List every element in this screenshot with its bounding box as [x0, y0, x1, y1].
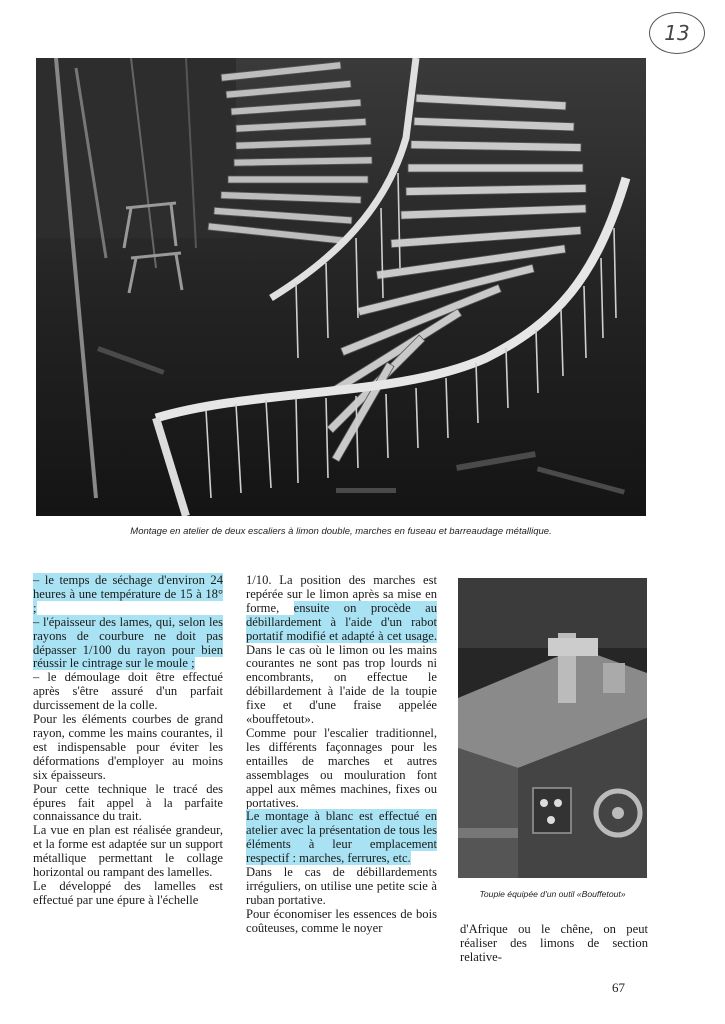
col3-para-1: d'Afrique ou le chêne, on peut réaliser des limons de section relative- — [460, 922, 648, 964]
col1-para-2 — [33, 616, 223, 672]
col2-para-3 — [246, 810, 437, 866]
spindle-moulder-photo — [458, 578, 647, 878]
col1-para-6: La vue en plan est réalisée grandeur, et la forme est adaptée sur un support métallique permettant le collage horizontal ou rampant des lamelles. — [33, 823, 223, 880]
handwritten-page-number: 13 — [649, 12, 705, 54]
side-photo-caption: Toupie équipée d'un outil «Bouffetout» — [479, 889, 626, 899]
col1-para-3: – le démoulage doit être effectué après s'être assuré d'un parfait durcissement de la colle. — [33, 670, 223, 713]
col2-para-1 — [246, 574, 437, 727]
top-photo-caption: Montage en atelier de deux escaliers à limon double, marches en fuseau et barreaudage métallique. — [130, 526, 552, 537]
text-column-2 — [246, 574, 437, 936]
text-run: Dans le cas où le limon ou les mains courantes ne sont pas trop lourds ni encombrants, on effectue le débillardement à l'aide de la toupie fixe et d'une fraise appelée «bouffetout». — [246, 642, 437, 727]
col2-para-5: Pour économiser les essences de bois coûteuses, comme le noyer — [246, 906, 437, 935]
text-column-3 — [460, 923, 648, 965]
page-number: 67 — [612, 980, 625, 995]
col1-para-4: Pour les éléments courbes de grand rayon, comme les mains courantes, il est indispensable pour éviter les déformations d'employer au moins six épaisseurs. — [33, 712, 223, 782]
highlight: Le montage à blanc est effectué en atelier avec la présentation de tous les éléments à leur emplacement respectif : marches, ferrures, etc. — [246, 809, 437, 866]
col1-para-5: Pour cette technique le tracé des épures fait appel à la parfaite connaissance du trait. — [33, 781, 223, 824]
highlight: – l'épaisseur des lames, qui, selon les rayons de courbure ne doit pas dépasser 1/100 du rayon pour bien réussir le cintrage sur le moule ; — [33, 614, 223, 671]
text-run: 1/10. La position des marches est repérée sur le limon après sa mise en forme, — [246, 573, 437, 615]
text-column-1 — [33, 574, 223, 908]
highlight: ensuite on procède au débillardement à l'aide d'un rabot portatif modifié et adapté à cet usage. — [246, 600, 438, 643]
col2-para-4: Dans le cas de débillardements irréguliers, on utilise une petite scie à ruban portative. — [246, 865, 437, 907]
staircase-photo — [36, 58, 646, 516]
highlight: – le temps de séchage d'environ 24 heures à une température de 15 à 18° ; — [33, 573, 223, 615]
col2-para-2: Comme pour l'escalier traditionnel, les différents façonnages pour les entailles de marches et autres assemblages ou mouluration font appel aux mêmes machines, fixes ou portatives. — [246, 725, 437, 810]
col1-para-7: Le développé des lamelles est effectué par une épure à l'échelle — [33, 878, 223, 907]
col1-para-1 — [33, 574, 223, 616]
